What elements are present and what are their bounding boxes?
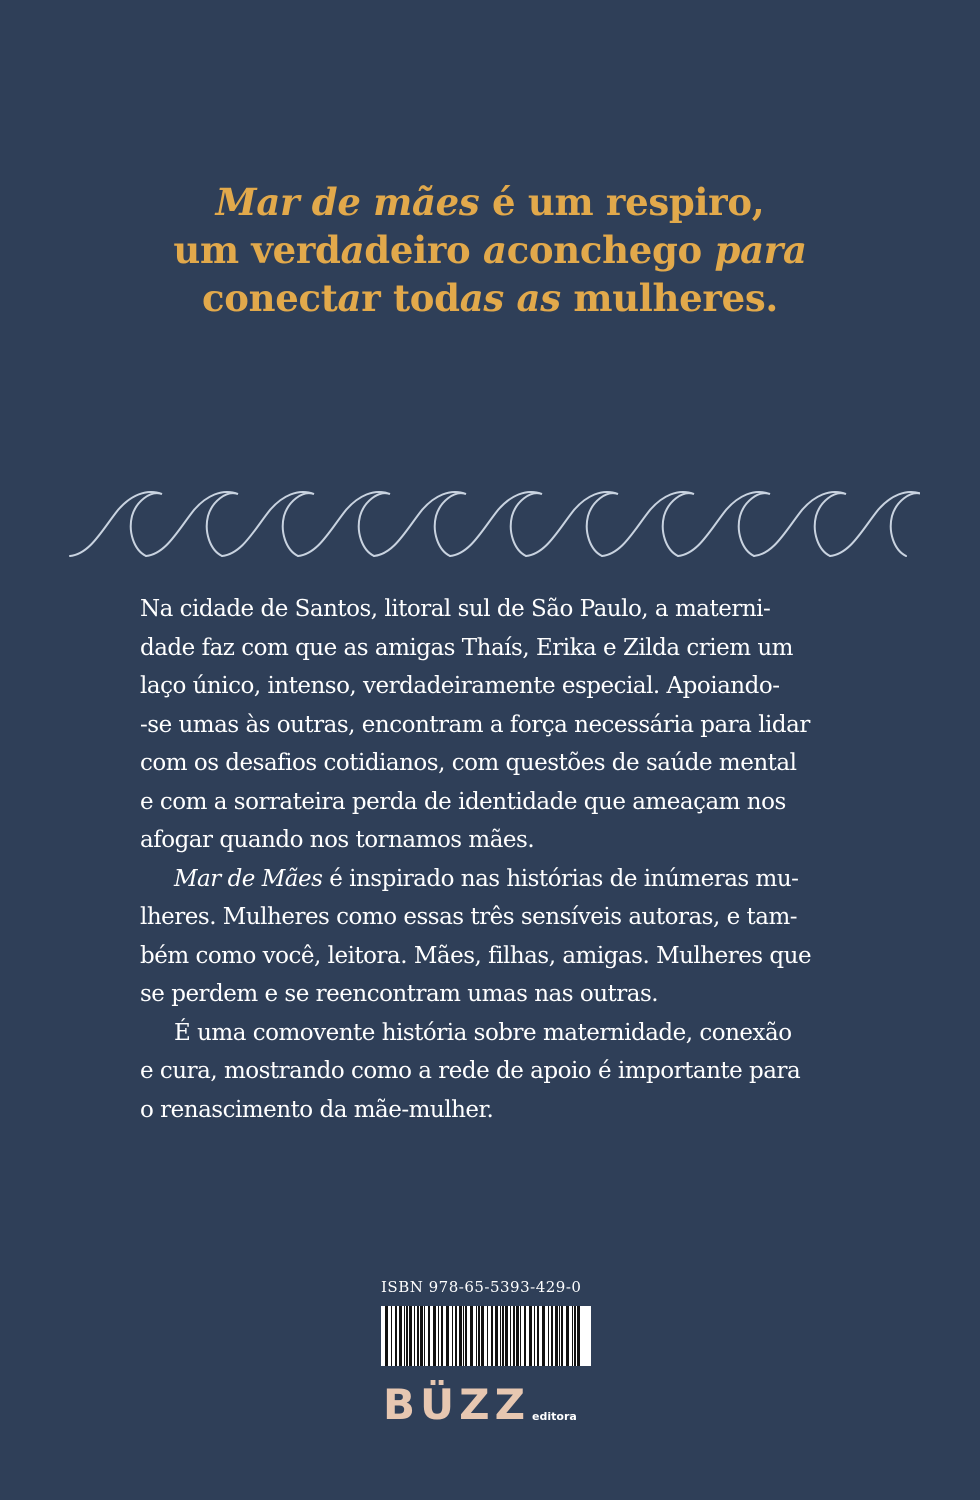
barcode-bar xyxy=(428,1306,430,1366)
tagline-segment: conchego xyxy=(506,228,715,272)
wave-curve xyxy=(754,492,846,556)
barcode-bar xyxy=(505,1306,508,1366)
synopsis-segment: -se umas às outras, encontram a força necessária para lidar xyxy=(140,711,810,738)
barcode-bar xyxy=(452,1306,453,1366)
synopsis-line xyxy=(140,898,840,937)
synopsis-segment: afogar quando nos tornamos mães. xyxy=(140,827,535,853)
publisher-name: BÜZZ xyxy=(383,1380,531,1429)
wave-curve xyxy=(146,492,238,556)
tagline-line xyxy=(0,178,980,226)
synopsis-line xyxy=(140,667,840,706)
barcode-bar xyxy=(524,1306,526,1366)
barcode-bar xyxy=(465,1306,467,1366)
synopsis-line xyxy=(140,1091,840,1130)
tagline-segment: r tod xyxy=(361,276,460,320)
tagline-line xyxy=(0,226,980,274)
wave-pattern-icon xyxy=(60,480,920,570)
barcode-bar xyxy=(438,1306,439,1366)
barcode-block xyxy=(381,1278,611,1296)
tagline-segment: conect xyxy=(202,276,338,320)
tagline xyxy=(0,178,980,322)
tagline-segment: Mar de mães xyxy=(215,180,480,224)
barcode-bar xyxy=(510,1306,511,1366)
barcode-bar xyxy=(520,1306,521,1366)
wave-curve xyxy=(602,492,694,556)
wave-curve xyxy=(830,492,920,556)
tagline-segment: as xyxy=(459,276,504,320)
tagline-segment: a xyxy=(340,228,365,272)
barcode-bar xyxy=(399,1306,402,1366)
barcode-bar xyxy=(409,1306,412,1366)
barcode-bar xyxy=(513,1306,515,1366)
barcode-bar xyxy=(561,1306,563,1366)
synopsis-line xyxy=(140,1014,840,1053)
isbn: ISBN 978-65-5393-429-0 xyxy=(381,1278,582,1296)
synopsis-line xyxy=(140,937,840,976)
barcode-bar xyxy=(491,1306,493,1366)
synopsis-segment: É uma comovente história sobre maternidade, conexão xyxy=(174,1019,792,1046)
barcode-bar xyxy=(516,1306,519,1366)
barcode-bar xyxy=(500,1306,501,1366)
wave-curve xyxy=(678,492,770,556)
tagline-segment: para xyxy=(714,228,807,272)
synopsis-segment: o renascimento da mãe-mulher. xyxy=(140,1096,494,1123)
synopsis-segment: lheres. Mulheres como essas três sensíveis autoras, e tam- xyxy=(140,904,798,930)
barcode-bar xyxy=(406,1306,408,1366)
tagline-segment: é um respiro, xyxy=(479,180,765,224)
barcode-bar xyxy=(548,1306,549,1366)
barcode-icon xyxy=(381,1306,591,1366)
barcode-bar xyxy=(459,1306,462,1366)
barcode-bar xyxy=(537,1306,539,1366)
synopsis xyxy=(140,590,840,1129)
barcode-bar xyxy=(542,1306,545,1366)
synopsis-line xyxy=(140,629,840,668)
synopsis-segment: Na cidade de Santos, litoral sul de São Paulo, a materni- xyxy=(140,596,771,622)
barcode-bar xyxy=(572,1306,573,1366)
wave-curve xyxy=(374,492,466,556)
barcode-bar xyxy=(420,1306,423,1366)
barcode-bar xyxy=(463,1306,464,1366)
barcode-bar xyxy=(529,1306,532,1366)
barcode-bar xyxy=(455,1306,457,1366)
synopsis-segment: se perdem e se reencontram umas nas outras. xyxy=(140,981,659,1007)
tagline-segment: a xyxy=(337,276,362,320)
barcode-bar xyxy=(495,1306,498,1366)
synopsis-line xyxy=(140,706,840,745)
synopsis-line xyxy=(140,590,840,629)
publisher-logo xyxy=(383,1380,577,1429)
barcode-bar xyxy=(534,1306,535,1366)
barcode-bar xyxy=(487,1306,488,1366)
barcode-bar xyxy=(433,1306,436,1366)
synopsis-segment: Mar de Mães xyxy=(174,865,323,892)
barcode-bar xyxy=(551,1306,553,1366)
wave-curve xyxy=(450,492,542,556)
synopsis-line xyxy=(140,1052,840,1091)
tagline-segment: a xyxy=(483,228,507,272)
tagline-segment: um verd xyxy=(173,228,341,272)
synopsis-line xyxy=(140,783,840,822)
barcode-bar xyxy=(424,1306,425,1366)
barcode-bar xyxy=(391,1306,392,1366)
barcode-bar xyxy=(478,1306,480,1366)
barcode-bar xyxy=(395,1306,397,1366)
barcode-bar xyxy=(441,1306,443,1366)
barcode-bar xyxy=(577,1306,580,1366)
barcode-bar xyxy=(404,1306,405,1366)
publisher-sub: editora xyxy=(532,1410,577,1423)
tagline-segment xyxy=(504,276,517,320)
barcode-bar xyxy=(502,1306,504,1366)
synopsis-segment: e com a sorrateira perda de identidade que ameaçam nos xyxy=(140,788,786,815)
synopsis-segment: e cura, mostrando como a rede de apoio é importante para xyxy=(140,1058,801,1084)
synopsis-segment: laço único, intenso, verdadeiramente especial. Apoiando- xyxy=(140,673,780,699)
wave-curve xyxy=(526,492,618,556)
tagline-segment: mulheres. xyxy=(560,276,778,320)
synopsis-line xyxy=(140,821,840,860)
barcode-bar xyxy=(417,1306,419,1366)
tagline-segment: deiro xyxy=(364,228,484,272)
wave-curve xyxy=(222,492,314,556)
wave-curve xyxy=(298,492,390,556)
barcode-bar xyxy=(385,1306,388,1366)
barcode-bar xyxy=(481,1306,484,1366)
synopsis-line xyxy=(140,860,840,899)
barcode-bar xyxy=(414,1306,415,1366)
barcode-bar xyxy=(446,1306,449,1366)
synopsis-segment: é inspirado nas histórias de inúmeras mu- xyxy=(322,865,799,892)
synopsis-line xyxy=(140,975,840,1014)
synopsis-segment: com os desafios cotidianos, com questões de saúde mental xyxy=(140,750,797,776)
barcode-bar xyxy=(555,1306,558,1366)
barcode-bar xyxy=(566,1306,569,1366)
tagline-segment: as xyxy=(516,276,561,320)
barcode-bar xyxy=(470,1306,473,1366)
barcode-bar xyxy=(476,1306,477,1366)
barcode-bar xyxy=(559,1306,560,1366)
synopsis-line xyxy=(140,744,840,783)
synopsis-segment: bém como você, leitora. Mães, filhas, amigas. Mulheres que xyxy=(140,942,812,969)
tagline-line xyxy=(0,274,980,322)
barcode-bar xyxy=(574,1306,576,1366)
wave-curve xyxy=(70,492,162,556)
synopsis-segment: dade faz com que as amigas Thaís, Erika e Zilda criem um xyxy=(140,634,793,661)
